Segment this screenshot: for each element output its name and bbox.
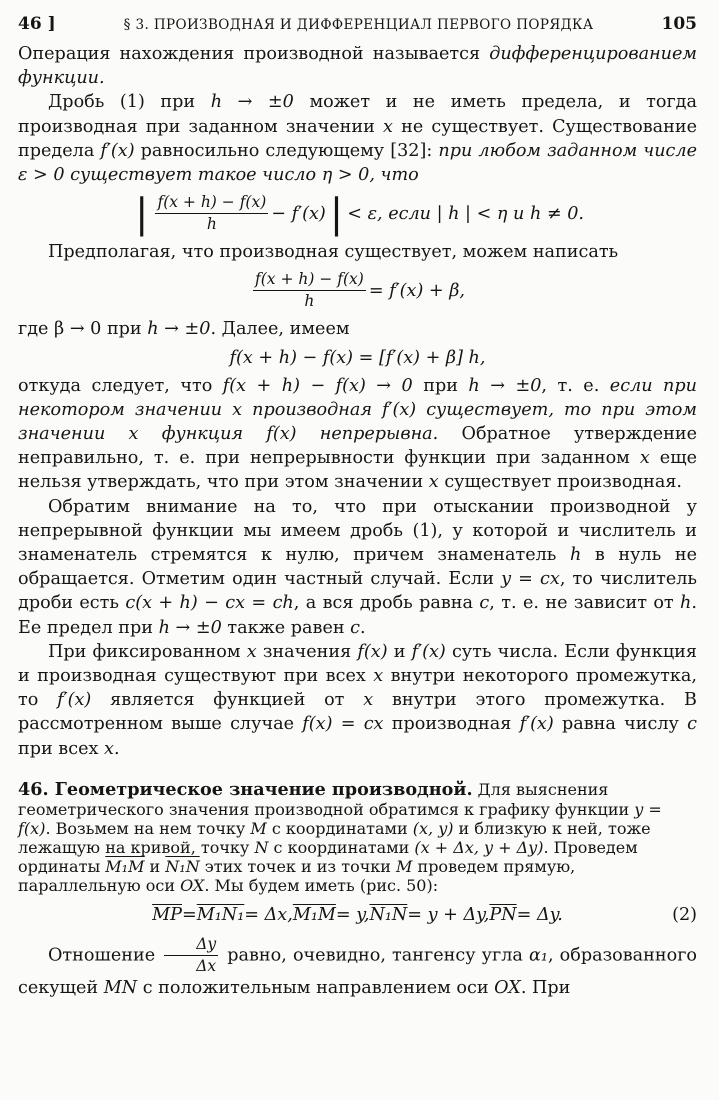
equation-epsilon-delta: | $\frac{f(x + h) - f(x)}{h}$ − f′(x) | < ε, если | h | < η и h ≠ 0. [134, 190, 585, 237]
term-differentiation: дифференцированием функции. [18, 44, 697, 89]
book-page: 46 ] § 3. ПРОИЗВОДНАЯ И ДИФФЕРЕНЦИАЛ ПЕРВОГО ПОРЯДКА 105 Операция нахождения производной называется дифференцированием функции. Дробь (1) при h → ±0 может и не иметь предела, и тогда производная при заданном значении x не существует. Существование предела f′(x) равносильно следующему [32]: при любом заданном числе ε > 0 существует такое число η > 0, что | $\frac{f(x + h) - f(x)}{h}$ − f′(x) | < ε, если | h | < η и h ≠ 0. Предполагая, что производная существует, можем написать $\frac{f(x + h) - f(x)}{h}$ = f′(x) + β, где β → 0 при h → ±0. Далее, имеем f(x + h) − f(x) = [f′(x) + β] h, откуда следует, что f(x + h) − f(x) → 0 при h → ±0, т. е. если при некотором значении x производная f′(x) существует, то при этом значении x функция f(x) непрерывна. Обратное утверждение неправильно, т. е. при непрерывности функции при заданном x еще нельзя утверждать, что при этом значении x существует производная. Обратим внимание на то, что при отыскании производной у непрерывной функции мы имеем дробь (1), у которой и числитель и знаменатель стремятся к нулю, причем знаменатель h в нуль не обращается. Отметим один частный случай. Если y = cx, то числитель дроби есть c(x + h) − cx = ch, а вся дробь равна c, т. е. не зависит от h. Ее предел при h → ±0 также равен c. При фиксированном x значения f(x) и f′(x) суть числа. Если функция и производная существуют при всех x внутри некоторого промежутка, то f′(x) является функцией от x внутри этого промежутка. В рассмотренном выше случае f(x) = cx производная f′(x) равна числу c при всех x. 46. Геометрическое значение производной. Для выяснения геометрического значения производной обратимся к графику функции y = f(x). Возьмем на нем точку M с координатами (x, y) и близкую к ней, тоже лежащую на кривой, точку N с координатами (x + Δx, y + Δy). Проведем ординаты M₁M и N₁N этих точек и из точки M проведем прямую, параллельную оси OX. Мы будем иметь (рис. 50): $\overline{MP}$ = M₁N₁ = Δx, M₁M = y, N₁N = y + Δy, $\overline{PN}$ = Δy. (2) Отношение $\frac{\Delta y}{\Delta x}$ равно, очевидно, тангенсу угла α₁, образованного секущей MN с положительным направлением оси OX. При [0, 0, 719, 1100]
paragraph-continuity: откуда следует, что f(x + h) − f(x) → 0 при h → ±0, т. е. если при некотором значении x производная f′(x) существует, то при этом значении x функция f(x) непрерывна. Обратное утверждение неправильно, т. е. при непрерывности функции при заданном x еще нельзя утверждать, что при этом значении x существует производная. [18, 375, 697, 493]
paragraph-definition: Операция нахождения производной называется дифференцированием функции. [18, 44, 697, 89]
page-number: 105 [661, 14, 697, 34]
equation-2: $\overline{MP}$ = M₁N₁ = Δx, M₁M = y, N₁N = y + Δy, $\overline{PN}$ = Δy. (2) [152, 904, 697, 925]
paragraph-beta-limit: где β → 0 при h → ±0. Далее, имеем [18, 319, 350, 340]
paragraph-assume: Предполагая, что производная существует, можем написать [48, 242, 619, 263]
equation-beta: $\frac{f(x + h) - f(x)}{h}$ = f′(x) + β, [255, 270, 465, 311]
section-heading: 46. Геометрическое значение производной. [18, 778, 473, 800]
equation-increment: f(x + h) − f(x) = [f′(x) + β] h, [229, 347, 486, 368]
paragraph-ratio: Отношение $\frac{\Delta y}{\Delta x}$ равно, очевидно, тангенсу угла α₁, образованного секущей MN с положительным направлением оси OX. При [18, 934, 698, 998]
paragraph-special-case: Обратим внимание на то, что при отыскании производной у непрерывной функции мы имеем дробь (1), у которой и числитель и знаменатель стремятся к нулю, причем знаменатель h в нуль не обращается. Отметим один частный случай. Если y = cx, то числитель дроби есть c(x + h) − cx = ch, а вся дробь равна c, т. е. не зависит от h. Ее предел при h → ±0 также равен c. [18, 496, 697, 638]
paragraph-fixed-x: При фиксированном x значения f(x) и f′(x) суть числа. Если функция и производная существуют при всех x внутри некоторого промежутка, то f′(x) является функцией от x внутри этого промежутка. В рассмотренном выше случае f(x) = cx производная f′(x) равна числу c при всех x. [18, 641, 697, 759]
running-header [18, 8, 697, 42]
paragraph-limit: Дробь (1) при h → ±0 может и не иметь предела, и тогда производная при заданном значении x не существует. Существование предела f′(x) равносильно следующему [32]: при любом заданном числе ε > 0 существует такое число η > 0, что [18, 92, 698, 186]
running-title: § 3. ПРОИЗВОДНАЯ И ДИФФЕРЕНЦИАЛ ПЕРВОГО ПОРЯДКА [123, 17, 594, 33]
equation-number: (2) [672, 904, 697, 925]
header-section-marker: 46 ] [18, 14, 56, 34]
